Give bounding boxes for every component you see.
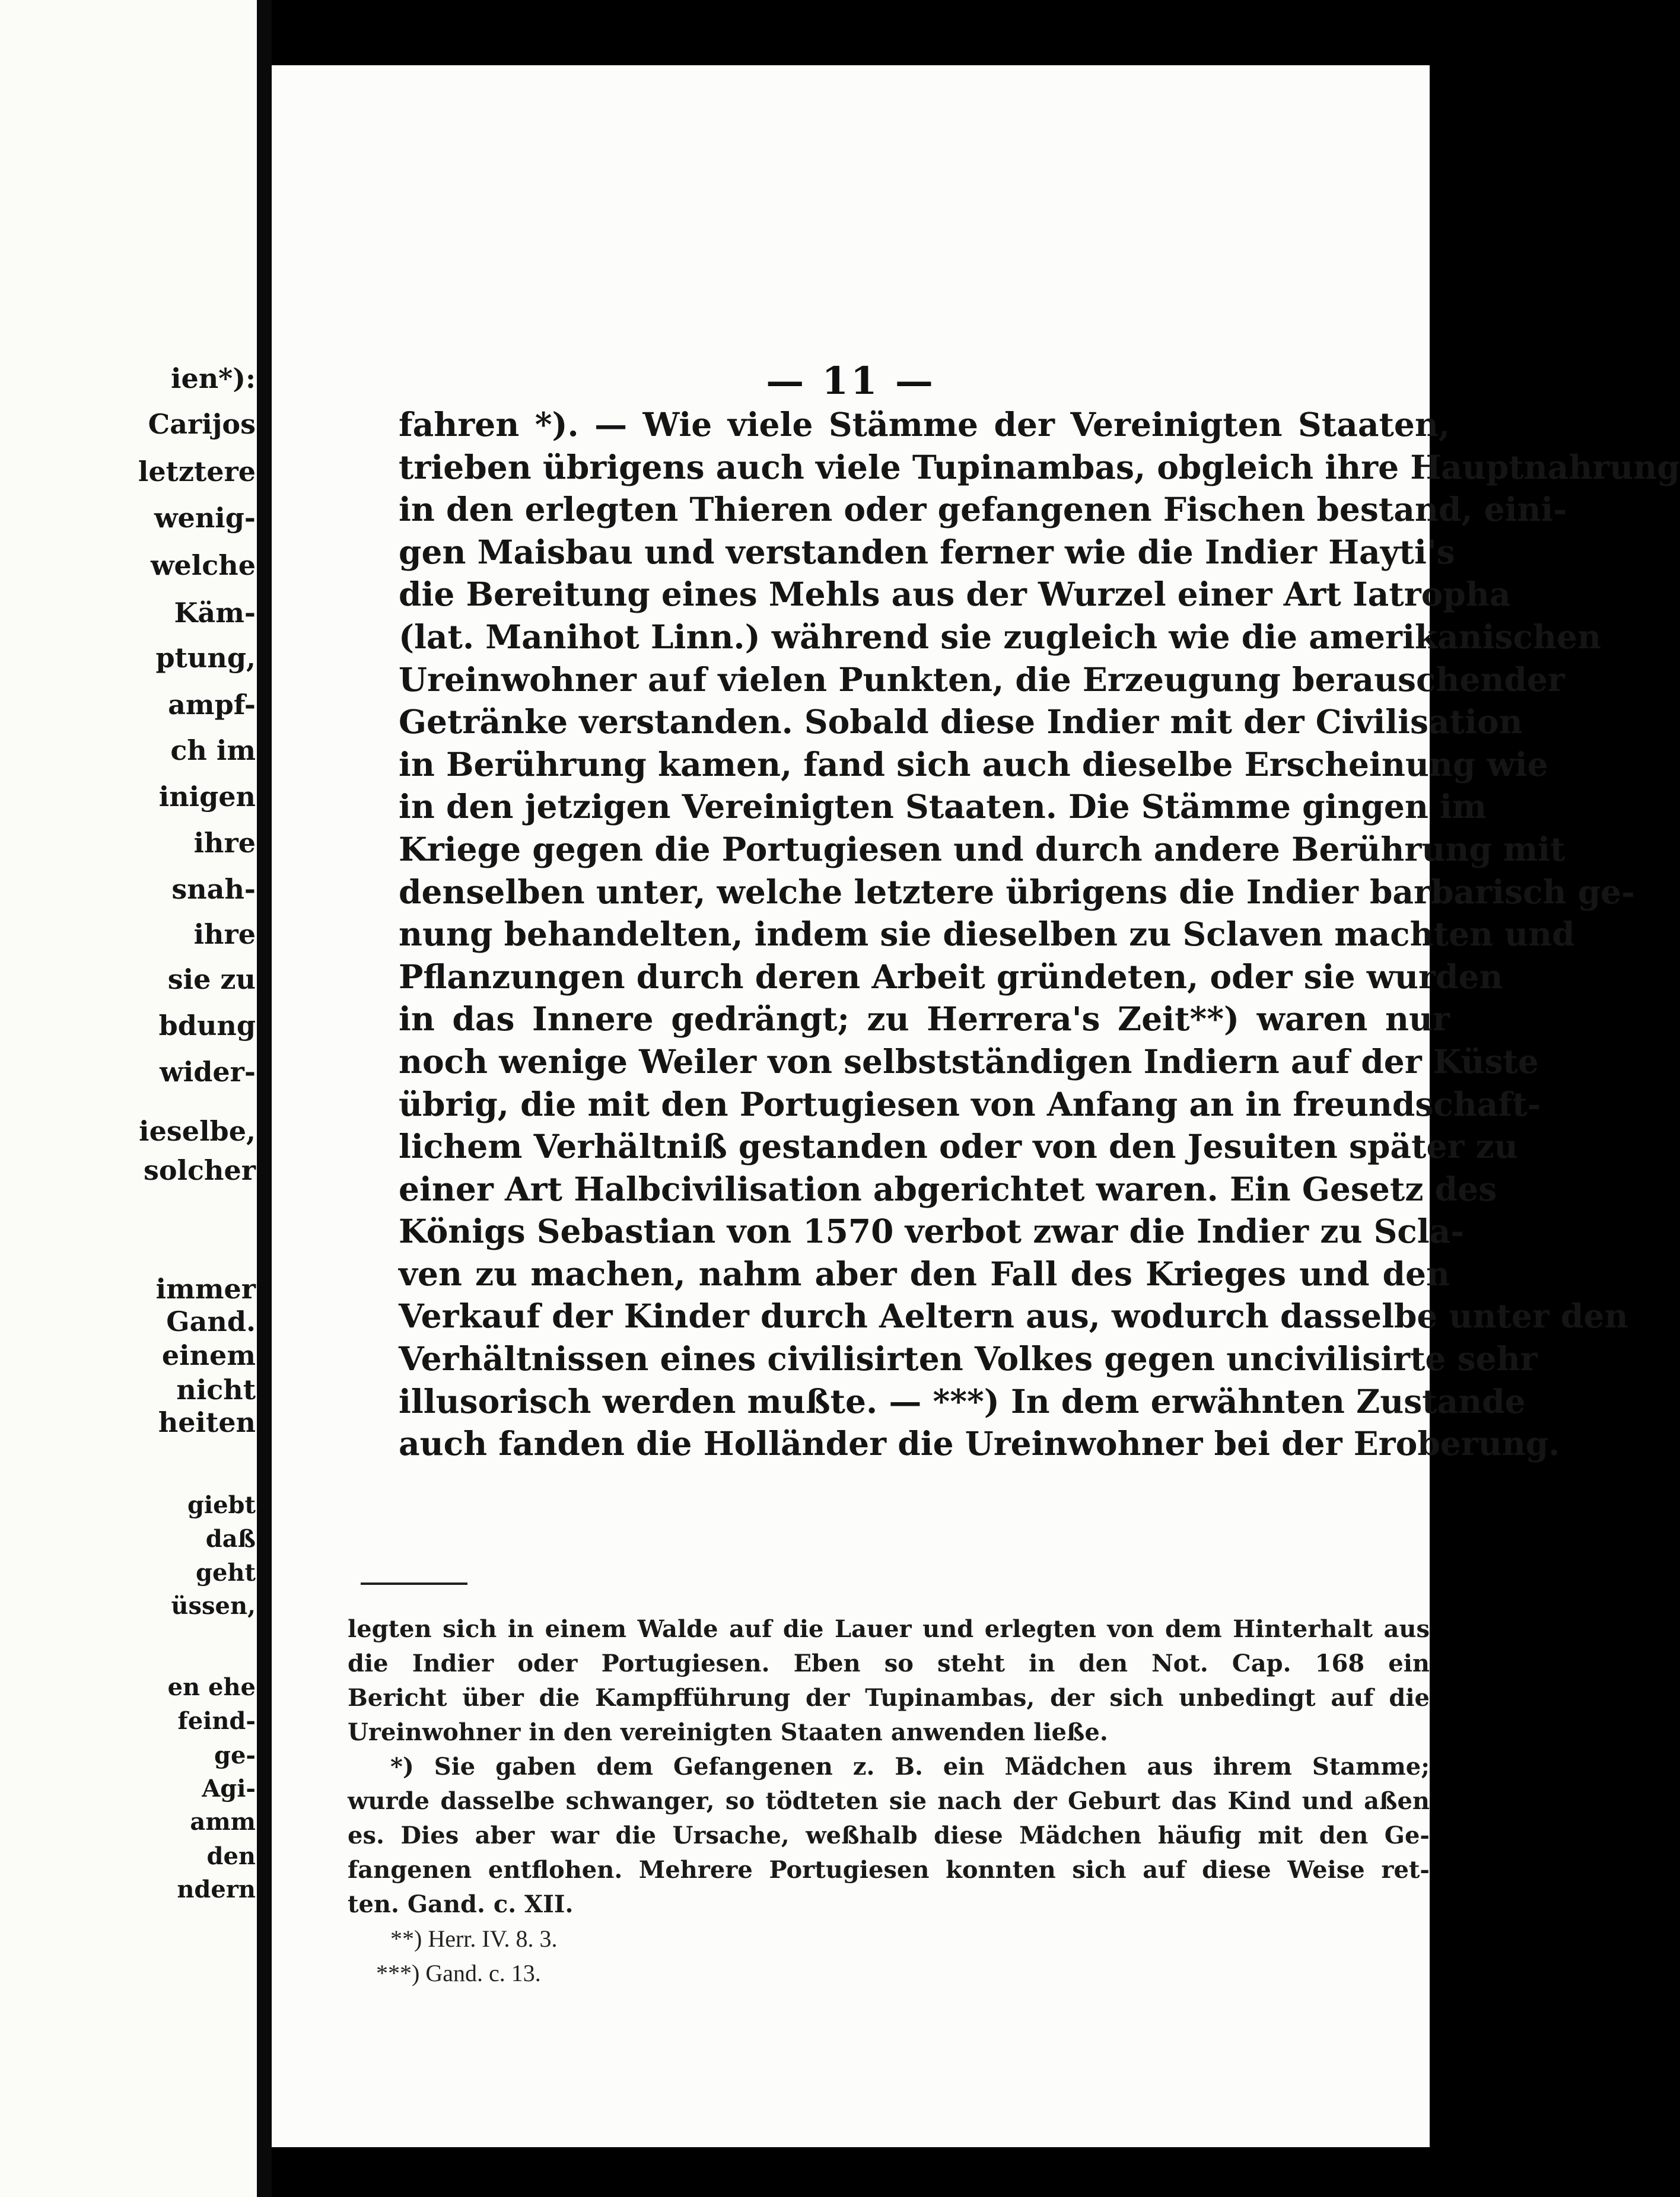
book-gutter [257,0,272,2197]
facing-page-line-fragment: ihre [193,827,256,859]
facing-page-line-fragment: geht [196,1559,256,1587]
page-number: — 11 — [766,359,936,403]
facing-page-line-fragment: welche [150,549,256,581]
body-line: die Bereitung eines Mehls aus der Wurzel einer Art Iatropha [399,575,1511,614]
footnote-line: **) Herr. IV. 8. 3. [390,1925,558,1952]
body-line: Getränke verstanden. Sobald diese Indier mit der Civilisation [399,702,1523,741]
body-line: (lat. Manihot Linn.) während sie zugleich wie die amerikanischen [399,617,1601,656]
facing-page-line-fragment: ien*): [171,362,256,394]
body-line: trieben übrigens auch viele Tupinambas, obgleich ihre Hauptnahrung [399,447,1680,486]
facing-page-line-fragment: giebt [187,1491,256,1519]
facing-page-line-fragment: bdung [158,1010,256,1042]
body-line: in den jetzigen Vereinigten Staaten. Die Stämme gingen im [399,787,1487,826]
body-line: illusorisch werden mußte. — ***) In dem erwähnten Zustande [399,1381,1526,1421]
facing-page-line-fragment: ch im [170,734,256,766]
book-page [272,65,1680,2147]
body-line: gen Maisbau und verstanden ferner wie die Indier Hayti's [399,532,1455,571]
facing-page-line-fragment: Agi- [202,1775,256,1803]
facing-page-line-fragment: einem [161,1339,256,1371]
footnote-line: wurde dasselbe schwanger, so tödteten sie nach der Geburt das Kind und aßen [348,1787,1430,1815]
footnote-line: es. Dies aber war die Ursache, weßhalb diese Mädchen häufig mit den Ge- [348,1822,1430,1849]
facing-page-line-fragment: Gand. [166,1306,256,1338]
facing-page-line-fragment: ieselbe, [139,1115,256,1147]
body-line: einer Art Halbcivilisation abgerichtet waren. Ein Gesetz des [399,1169,1497,1208]
body-text [399,403,1680,1465]
body-line: noch wenige Weiler von selbstständigen Indiern auf der Küste [399,1042,1539,1081]
facing-page-line-fragment: daß [205,1525,256,1553]
footnote-rule [361,1583,467,1585]
body-line: auch fanden die Holländer die Ureinwohner bei der Eroberung. [399,1424,1560,1463]
facing-page-line-fragment: Carijos [148,408,256,440]
facing-page-line-fragment: nicht [176,1374,256,1406]
facing-page-line-fragment: snah- [171,873,256,905]
footnote-line: *) Sie gaben dem Gefangenen z. B. ein Mädchen aus ihrem Stamme; [390,1753,1430,1781]
body-line: Königs Sebastian von 1570 verbot zwar die Indier zu Scla- [399,1212,1465,1251]
facing-page-line-fragment: den [206,1842,256,1870]
footnotes [348,1612,1430,1991]
facing-page-line-fragment: inigen [158,781,256,813]
footnote-line: fangenen entflohen. Mehrere Portugiesen konnten sich auf diese Weise ret- [348,1856,1430,1884]
footnote-line: legten sich in einem Walde auf die Lauer und erlegten von dem Hinterhalt aus [348,1615,1430,1643]
facing-page-line-fragment: üssen, [171,1592,256,1620]
body-line: Kriege gegen die Portugiesen und durch andere Berührung mit [399,829,1566,868]
body-line: in Berührung kamen, fand sich auch dieselbe Erscheinung wie [399,744,1548,784]
body-line: Ureinwohner auf vielen Punkten, die Erzeugung berauschender [399,660,1565,699]
body-line: Verhältnissen eines civilisirten Volkes gegen uncivilisirte sehr [399,1339,1538,1378]
facing-page-line-fragment: amm [190,1808,256,1836]
body-line: übrig, die mit den Portugiesen von Anfang an in freundschaft- [399,1084,1541,1123]
facing-page-line-fragment: feind- [177,1707,256,1735]
facing-page-line-fragment: Käm- [174,597,256,629]
facing-page-line-fragment: ampf- [168,689,256,721]
facing-page-line-fragment: ptung, [155,642,256,674]
body-line: in den erlegten Thieren oder gefangenen Fischen bestand, eini- [399,490,1567,529]
facing-page-line-fragment: ndern [177,1876,256,1903]
body-line: denselben unter, welche letztere übrigens die Indier barbarisch ge- [399,872,1635,911]
facing-page-line-fragment: ihre [193,918,256,950]
body-line: ven zu machen, nahm aber den Fall des Krieges und den [399,1254,1450,1293]
body-line: lichem Verhältniß gestanden oder von den Jesuiten später zu [399,1127,1518,1166]
body-line: in das Innere gedrängt; zu Herrera's Zeit**) waren nur [399,999,1450,1039]
facing-page-line-fragment: wider- [160,1056,256,1088]
body-line: Pflanzungen durch deren Arbeit gründeten, oder sie wurden [399,957,1503,996]
facing-page-line-fragment: ge- [214,1741,256,1769]
footnote-line: ten. Gand. c. XII. [348,1890,574,1918]
footnote-line: ***) Gand. c. 13. [376,1960,541,1986]
body-line: nung behandelten, indem sie dieselben zu Sclaven machten und [399,915,1575,954]
footnote-line: Ureinwohner in den vereinigten Staaten anwenden ließe. [348,1718,1108,1746]
footnote-line: Bericht über die Kampfführung der Tupinambas, der sich unbedingt auf die [348,1684,1430,1712]
body-line: fahren *). — Wie viele Stämme der Vereinigten Staaten, [399,405,1450,444]
facing-page-line-fragment: solcher [143,1154,256,1186]
body-line: Verkauf der Kinder durch Aeltern aus, wodurch dasselbe unter den [399,1297,1628,1336]
facing-page-line-fragment: wenig- [154,502,256,534]
facing-page-line-fragment: sie zu [167,963,256,995]
facing-page-line-fragment: en ehe [167,1673,256,1701]
footnote-line: die Indier oder Portugiesen. Eben so steht in den Not. Cap. 168 ein [348,1650,1430,1677]
facing-page-fragment [0,0,257,2197]
facing-page-line-fragment: immer [155,1273,256,1305]
facing-page-line-fragment: heiten [158,1406,256,1438]
facing-page-line-fragment: letztere [138,456,256,488]
